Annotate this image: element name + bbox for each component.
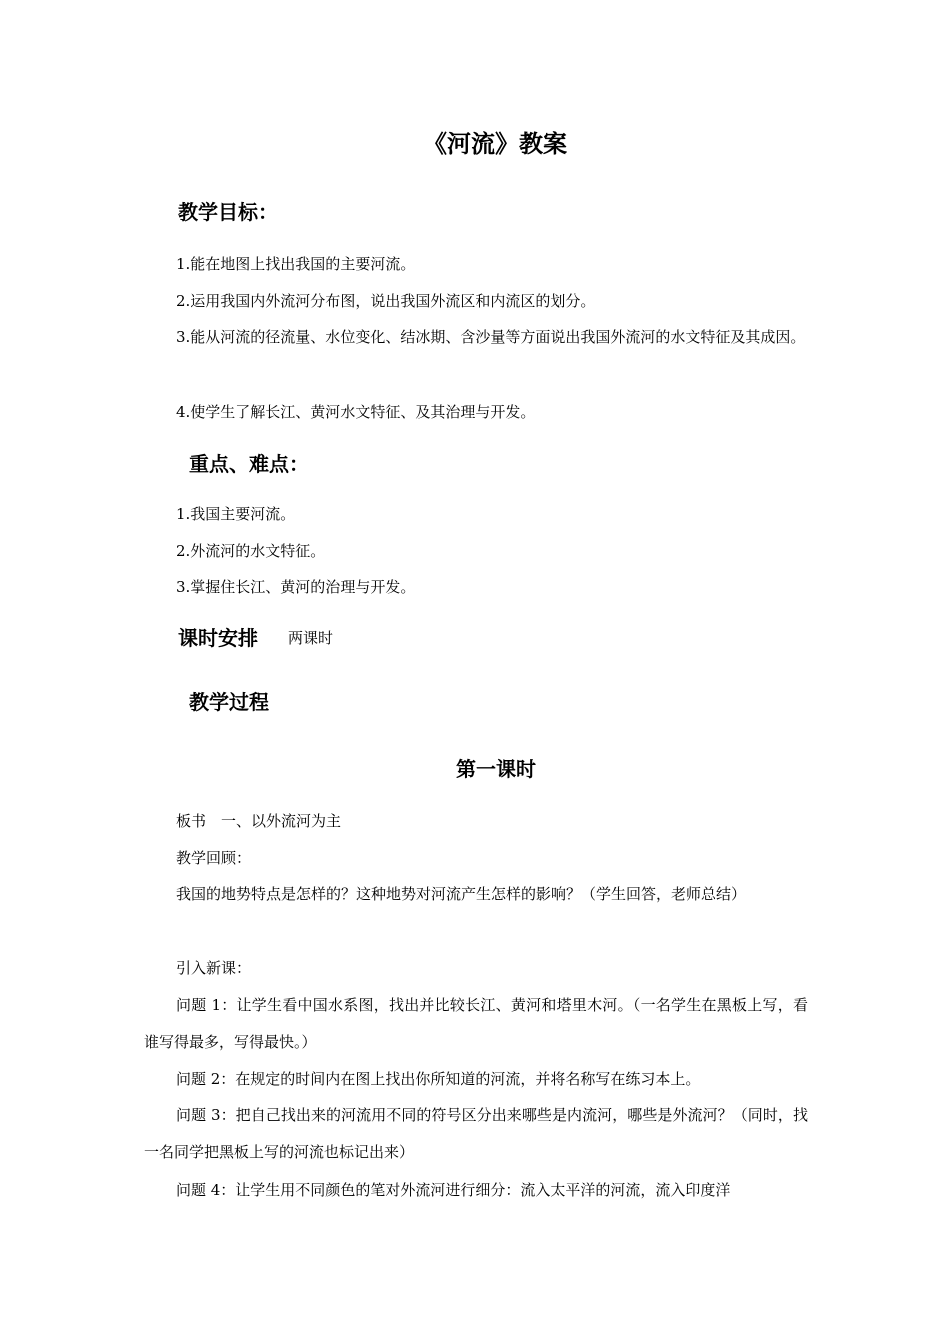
schedule-label: 课时安排	[178, 626, 258, 650]
objective-item-4: 4.使学生了解长江、黄河水文特征、及其治理与开发。	[176, 403, 536, 421]
key-point-item-3: 3.掌握住长江、黄河的治理与开发。	[176, 578, 416, 596]
lesson1-line-question-1: 问题 1：让学生看中国水系图，找出并比较长江、黄河和塔里木河。（一名学生在黑板上写，看谁写得最多，写得最快。）	[144, 996, 808, 1051]
schedule-value: 两课时	[288, 629, 334, 647]
lesson1-line-board: 板书 一、以外流河为主	[176, 812, 342, 830]
lesson1-line-question-4: 问题 4：让学生用不同颜色的笔对外流河进行细分：流入太平洋的河流，流入印度洋	[176, 1181, 731, 1199]
objective-item-1: 1.能在地图上找出我国的主要河流。	[176, 255, 416, 273]
process-heading: 教学过程	[189, 690, 269, 714]
lesson1-line-question-2: 问题 2：在规定的时间内在图上找出你所知道的河流，并将名称写在练习本上。	[176, 1070, 701, 1088]
schedule-heading	[178, 624, 333, 652]
objectives-heading: 教学目标：	[178, 200, 278, 224]
document-title: 《河流》教案	[423, 130, 567, 158]
objective-item-3: 3.能从河流的径流量、水位变化、结冰期、含沙量等方面说出我国外流河的水文特征及其成因。	[176, 328, 806, 346]
lesson1-line-review-label: 教学回顾：	[176, 849, 252, 867]
lesson1-line-question-3: 问题 3：把自己找出来的河流用不同的符号区分出来哪些是内流河，哪些是外流河？（同时，找一名同学把黑板上写的河流也标记出来）	[144, 1106, 808, 1161]
key-point-item-2: 2.外流河的水文特征。	[176, 542, 326, 560]
key-point-item-1: 1.我国主要河流。	[176, 505, 296, 523]
lesson1-heading: 第一课时	[456, 757, 536, 781]
objective-item-2: 2.运用我国内外流河分布图，说出我国外流区和内流区的划分。	[176, 292, 596, 310]
lesson1-line-review-question: 我国的地势特点是怎样的？这种地势对河流产生怎样的影响？（学生回答，老师总结）	[176, 885, 747, 903]
key-points-heading: 重点、难点：	[189, 452, 309, 476]
lesson1-line-intro-label: 引入新课：	[176, 959, 252, 977]
